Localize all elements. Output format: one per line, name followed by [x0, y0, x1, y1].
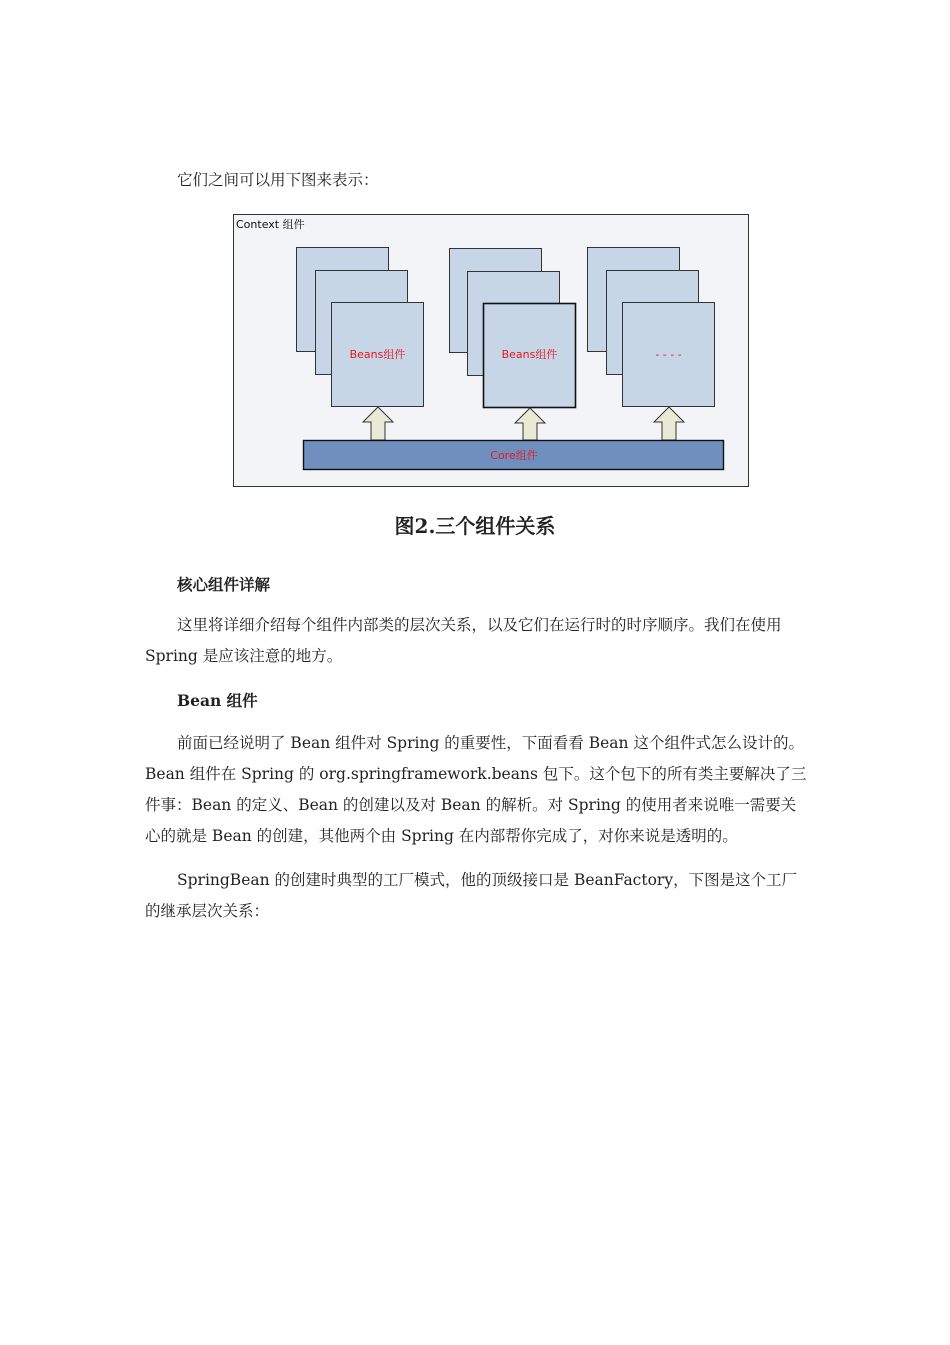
bean-paragraph: 前面已经说明了 Bean 组件对 Spring 的重要性，下面看看 Bean 这个组件式怎么设计的。Bean 组件在 Spring 的 org.springframework.beans 包下。这个包下的所有类主要解决了三件事：Bean 的定义、Bean 的创建以及对 Bean 的解析。对 Spring 的使用者来说唯一需要关心的就是 Bean 的创建，其他两个由 Spring 在内部帮你完成了，对你来说是透明的。 [145, 734, 807, 845]
factory-paragraph: SpringBean 的创建时典型的工厂模式，他的顶级接口是 BeanFactory，下图是这个工厂的继承层次关系： [145, 871, 798, 920]
section-paragraph: 这里将详细介绍每个组件内部类的层次关系，以及它们在运行时的时序顺序。我们在使用 Spring 是应该注意的地方。 [145, 616, 782, 665]
figure-caption: 图2.三个组件关系 [394, 514, 556, 538]
section-heading: 核心组件详解 [177, 575, 271, 594]
sub-heading: Bean 组件 [177, 691, 258, 710]
diagram-svg [233, 214, 749, 487]
intro-text: 它们之间可以用下图来表示： [177, 171, 379, 189]
component-diagram [233, 214, 749, 487]
context-frame-label: Context 组件 [236, 218, 305, 231]
stack3-label: - - - - [655, 348, 682, 361]
stack1-label: Beans组件 [349, 348, 406, 361]
core-label: Core组件 [490, 449, 538, 462]
stack2-label: Beans组件 [501, 348, 558, 361]
